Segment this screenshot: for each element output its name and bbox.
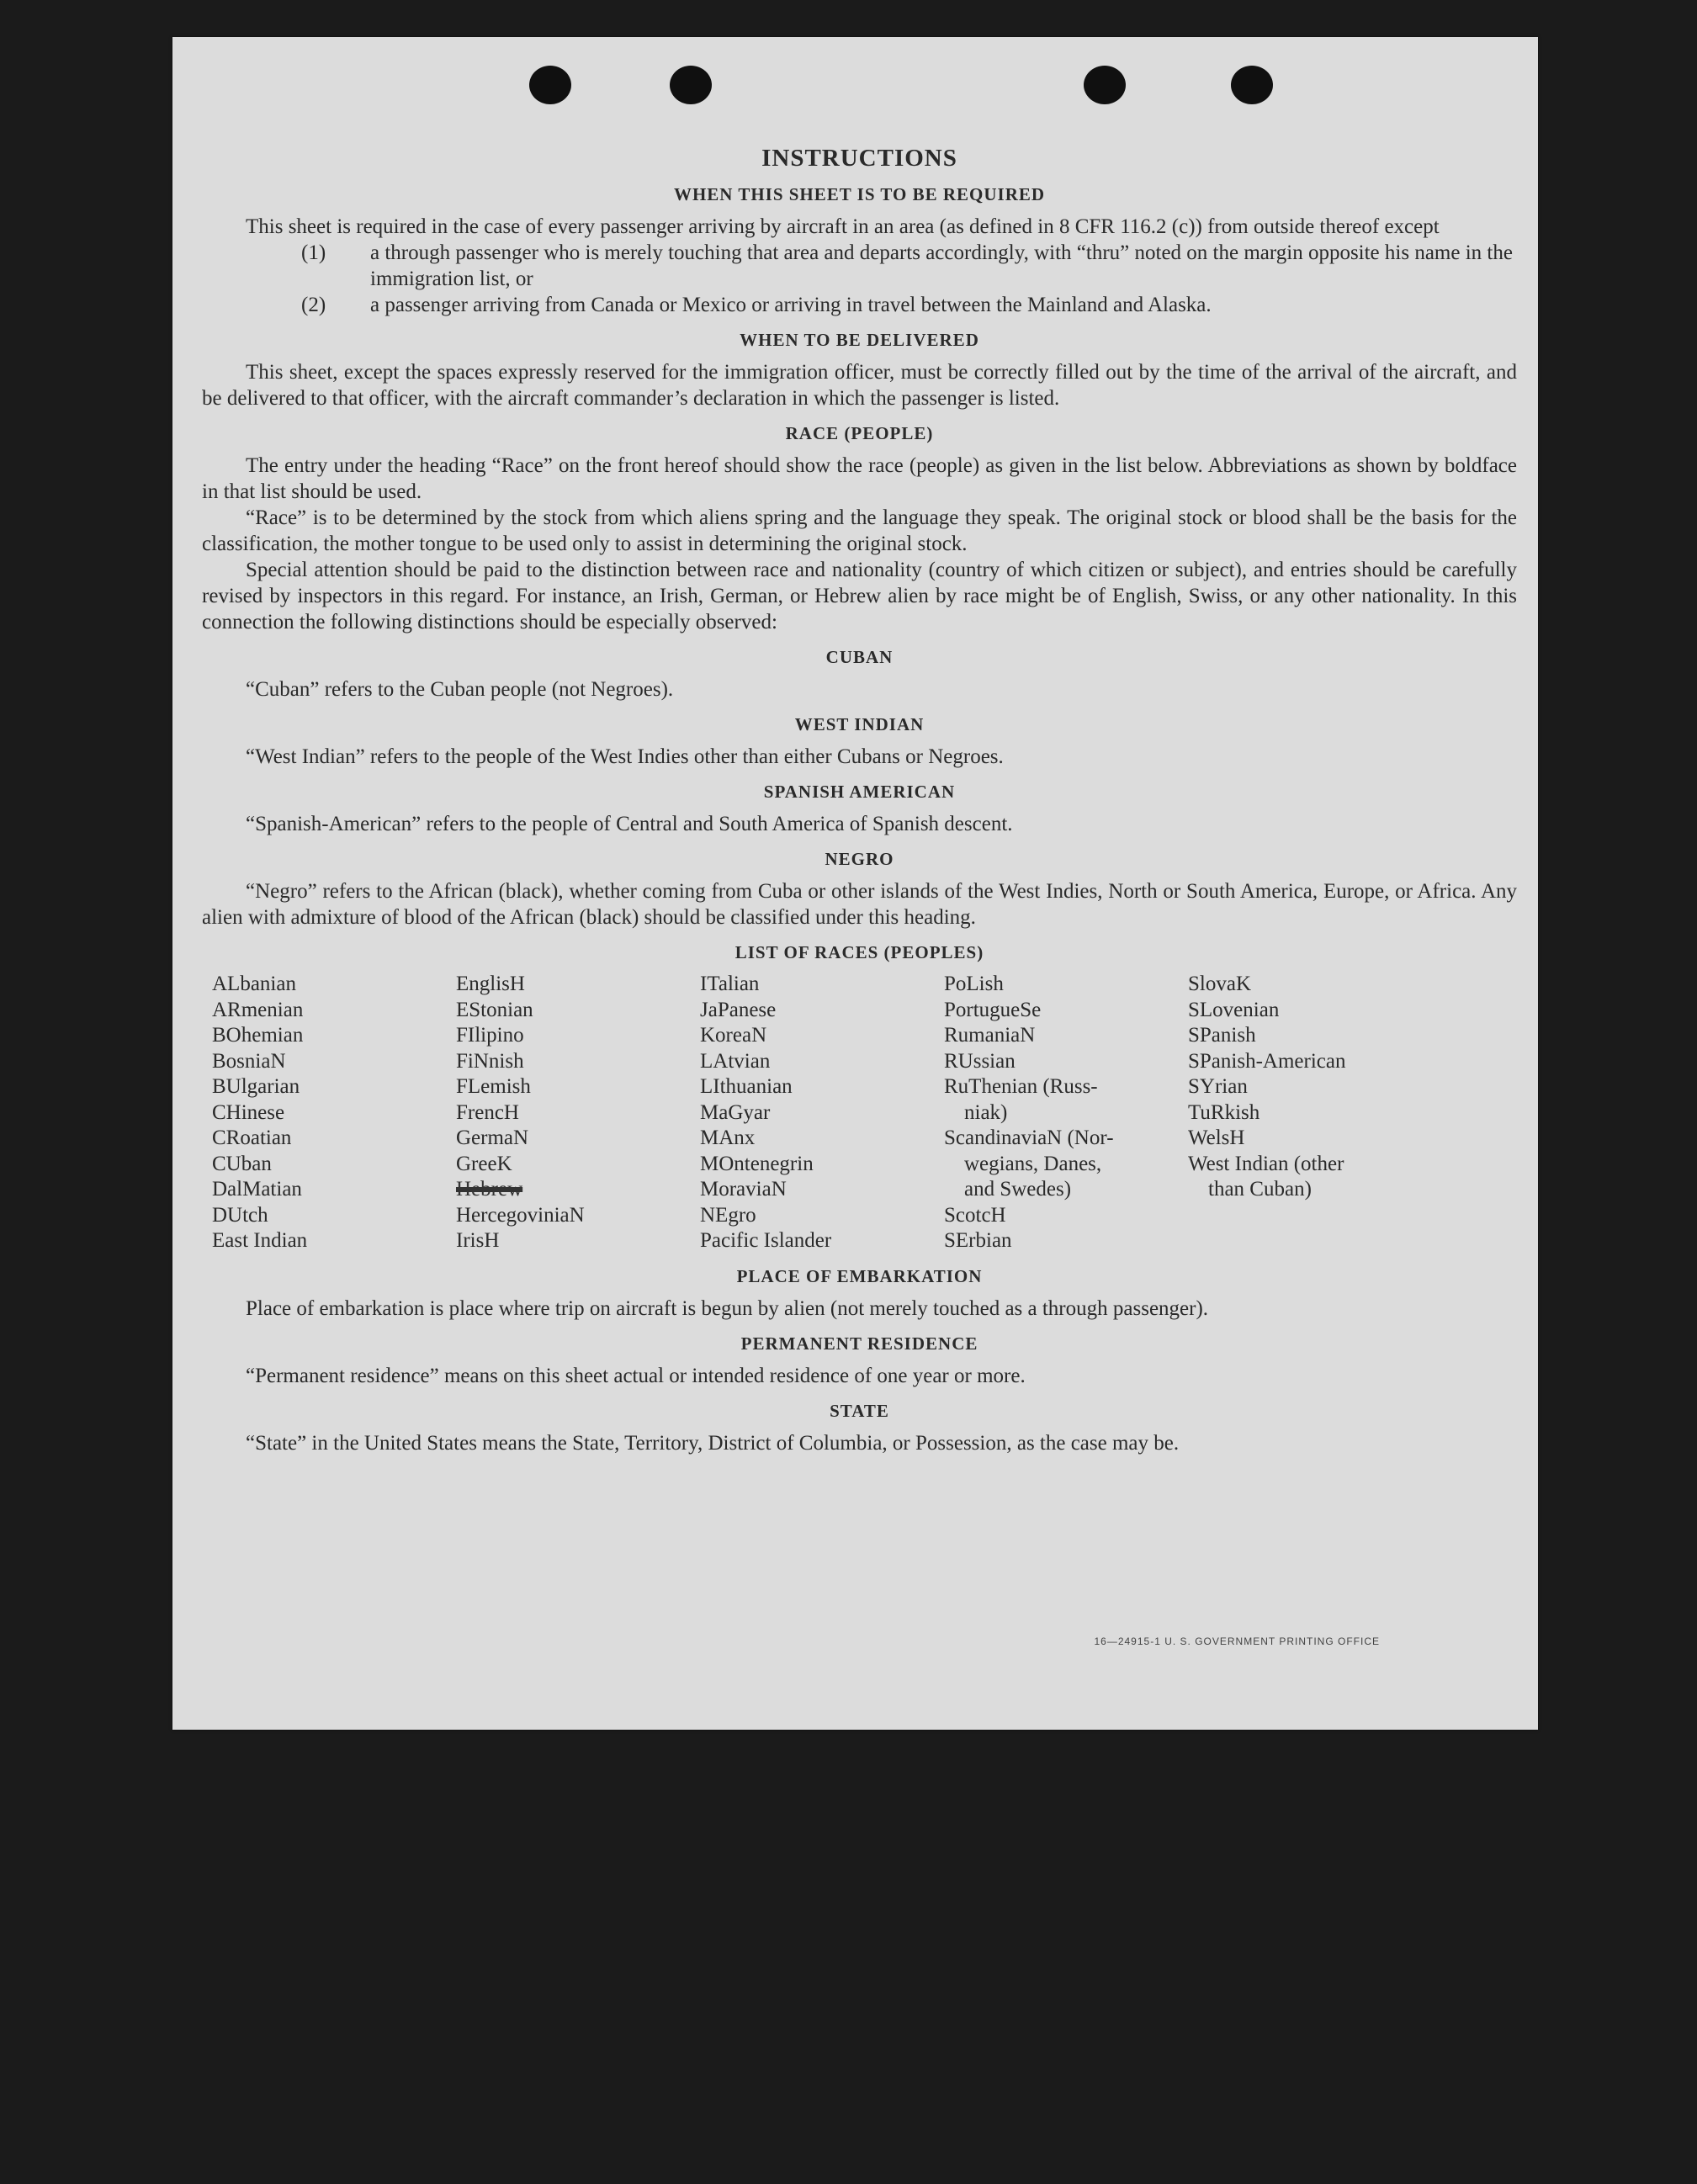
paragraph-residence: “Permanent residence” means on this sheet actual or intended residence of one year or more. — [246, 1364, 1026, 1387]
paragraph-race-3: Special attention should be paid to the distinction between race and nationality (country of which citizen or subject), and entries should be carefully revised by inspectors in this regard. For instance, an Irish, German, or Hebrew alien by race might be of English, Swiss, or any other nationality. In this connection the following distinctions should be especially observed: — [202, 559, 1517, 633]
races-column — [212, 972, 456, 1254]
race-entry: SErbian — [944, 1229, 1012, 1252]
race-entry: SYrian — [1188, 1075, 1248, 1098]
item-number: (1) — [301, 241, 326, 264]
race-entry: SLovenian — [1188, 998, 1280, 1021]
race-entry: CRoatian — [212, 1126, 292, 1149]
race-entry: BosniaN — [212, 1049, 286, 1073]
race-entry: MaGyar — [700, 1100, 771, 1124]
race-entry: EnglisH — [456, 973, 525, 995]
heading-race: RACE (PEOPLE) — [785, 423, 934, 443]
punch-hole — [670, 66, 712, 104]
paragraph-state: “State” in the United States means the State, Territory, District of Columbia, or Possession, as the case may be. — [246, 1431, 1180, 1455]
punch-hole — [1084, 66, 1126, 104]
race-entry: MOntenegrin — [700, 1152, 814, 1175]
paragraph-race-2: “Race” is to be determined by the stock from which aliens spring and the language they speak. The original stock or blood shall be the basis for the classification, the mother tongue to be used only to assist in determining the original stock. — [202, 506, 1517, 555]
race-entry: SPanish-American — [1188, 1049, 1346, 1073]
paragraph-race-1: The entry under the heading “Race” on the front hereof should show the race (people) as given in the list below. Abbreviations as shown by boldface in that list should be used. — [202, 454, 1517, 503]
race-entry: FrencH — [456, 1100, 519, 1124]
race-entry: RumaniaN — [944, 1024, 1036, 1047]
race-entry: GreeK — [456, 1152, 512, 1175]
race-entry: ITalian — [700, 973, 760, 995]
race-entry: niak) — [964, 1100, 1008, 1124]
race-entry: FiNnish — [456, 1049, 524, 1073]
races-column — [944, 972, 1188, 1254]
race-entry: FLemish — [456, 1075, 531, 1098]
race-entry: IrisH — [456, 1229, 500, 1252]
heading-west-indian: WEST INDIAN — [794, 714, 925, 734]
race-entry: PoLish — [944, 973, 1004, 995]
instructions-content — [202, 145, 1517, 1456]
paragraph-negro: “Negro” refers to the African (black), whether coming from Cuba or other islands of the West Indies, North or South America, Europe, or Africa. Any alien with admixture of blood of the African (black) should be classified under this heading. — [202, 880, 1517, 929]
race-entry: CUban — [212, 1152, 272, 1175]
race-entry: MAnx — [700, 1126, 756, 1149]
race-entry: ARmenian — [212, 998, 304, 1021]
race-entry: HercegoviniaN — [456, 1203, 585, 1227]
race-entry: JaPanese — [700, 998, 777, 1021]
heading-spanish-american: SPANISH AMERICAN — [763, 782, 956, 802]
race-entry: SPanish — [1188, 1024, 1256, 1047]
race-entry: KoreaN — [700, 1024, 767, 1047]
paragraph-cuban: “Cuban” refers to the Cuban people (not Negroes). — [246, 678, 674, 701]
heading-list-of-races: LIST OF RACES (PEOPLES) — [734, 942, 984, 962]
race-entry: West Indian (other — [1188, 1152, 1344, 1175]
race-entry: East Indian — [212, 1229, 308, 1252]
heading-embarkation: PLACE OF EMBARKATION — [736, 1265, 983, 1286]
races-list — [202, 972, 1517, 1254]
race-entry: DalMatian — [212, 1178, 302, 1201]
paragraph-delivered: This sheet, except the spaces expressly reserved for the immigration officer, must be correctly filled out by the time of the arrival of the aircraft, and be delivered to that officer, with the aircraft commander’s declaration in which the passenger is listed. — [202, 361, 1517, 410]
race-entry: and Swedes) — [964, 1178, 1072, 1201]
list-item — [202, 240, 1517, 292]
race-entry: SlovaK — [1188, 973, 1251, 995]
paragraph-embarkation: Place of embarkation is place where trip on aircraft is begun by alien (not merely touched as a through passenger). — [246, 1296, 1209, 1320]
item-number: (2) — [301, 294, 326, 316]
race-entry: NEgro — [700, 1203, 756, 1227]
races-column — [1188, 972, 1432, 1254]
heading-cuban: CUBAN — [825, 647, 894, 667]
race-entry-struck: Hebrew — [456, 1178, 523, 1201]
race-entry: BOhemian — [212, 1024, 304, 1047]
race-entry: FIlipino — [456, 1024, 524, 1047]
punch-hole — [1231, 66, 1273, 104]
race-entry: DUtch — [212, 1203, 268, 1227]
paragraph-west-indian: “West Indian” refers to the people of the West Indies other than either Cubans or Negroes. — [246, 745, 1004, 768]
race-entry: than Cuban) — [1208, 1178, 1312, 1201]
heading-negro: NEGRO — [825, 849, 894, 869]
heading-state: STATE — [830, 1400, 889, 1421]
printing-office-code: 16—24915-1 U. S. GOVERNMENT PRINTING OFFICE — [1094, 1635, 1380, 1647]
race-entry: GermaN — [456, 1126, 529, 1149]
race-entry: ScotcH — [944, 1203, 1006, 1227]
race-entry: MoraviaN — [700, 1178, 787, 1201]
race-entry: CHinese — [212, 1100, 285, 1124]
item-text: a passenger arriving from Canada or Mexico or arriving in travel between the Mainland and Alaska. — [370, 294, 1212, 316]
race-entry: wegians, Danes, — [964, 1152, 1102, 1175]
paragraph-spanish-american: “Spanish-American” refers to the people of Central and South America of Spanish descent. — [246, 813, 1013, 835]
race-entry: TuRkish — [1188, 1100, 1260, 1124]
race-entry: LAtvian — [700, 1049, 771, 1073]
race-entry: Pacific Islander — [700, 1229, 832, 1252]
heading-residence: PERMANENT RESIDENCE — [740, 1333, 978, 1354]
item-text: a through passenger who is merely touching that area and departs accordingly, with “thru” noted on the margin opposite his name in the immigration list, or — [370, 241, 1513, 290]
race-entry: LIthuanian — [700, 1075, 793, 1098]
page-title: INSTRUCTIONS — [761, 145, 957, 172]
list-item — [202, 292, 1517, 318]
race-entry: EStonian — [456, 998, 533, 1021]
race-entry: ALbanian — [212, 973, 296, 995]
race-entry: ScandinaviaN (Nor- — [944, 1126, 1114, 1149]
race-entry: WelsH — [1188, 1126, 1245, 1149]
document-page — [172, 37, 1538, 1730]
race-entry: RUssian — [944, 1049, 1016, 1073]
race-entry: BUlgarian — [212, 1075, 300, 1098]
race-entry: RuThenian (Russ- — [944, 1075, 1098, 1098]
heading-delivered: WHEN TO BE DELIVERED — [740, 330, 979, 350]
punch-hole — [529, 66, 571, 104]
race-entry: PortugueSe — [944, 998, 1042, 1021]
races-column — [700, 972, 944, 1254]
races-column — [456, 972, 700, 1254]
heading-required: WHEN THIS SHEET IS TO BE REQUIRED — [673, 184, 1046, 204]
paragraph-required: This sheet is required in the case of every passenger arriving by aircraft in an area (as defined in 8 CFR 116.2 (c)) from outside thereof except — [246, 215, 1440, 238]
